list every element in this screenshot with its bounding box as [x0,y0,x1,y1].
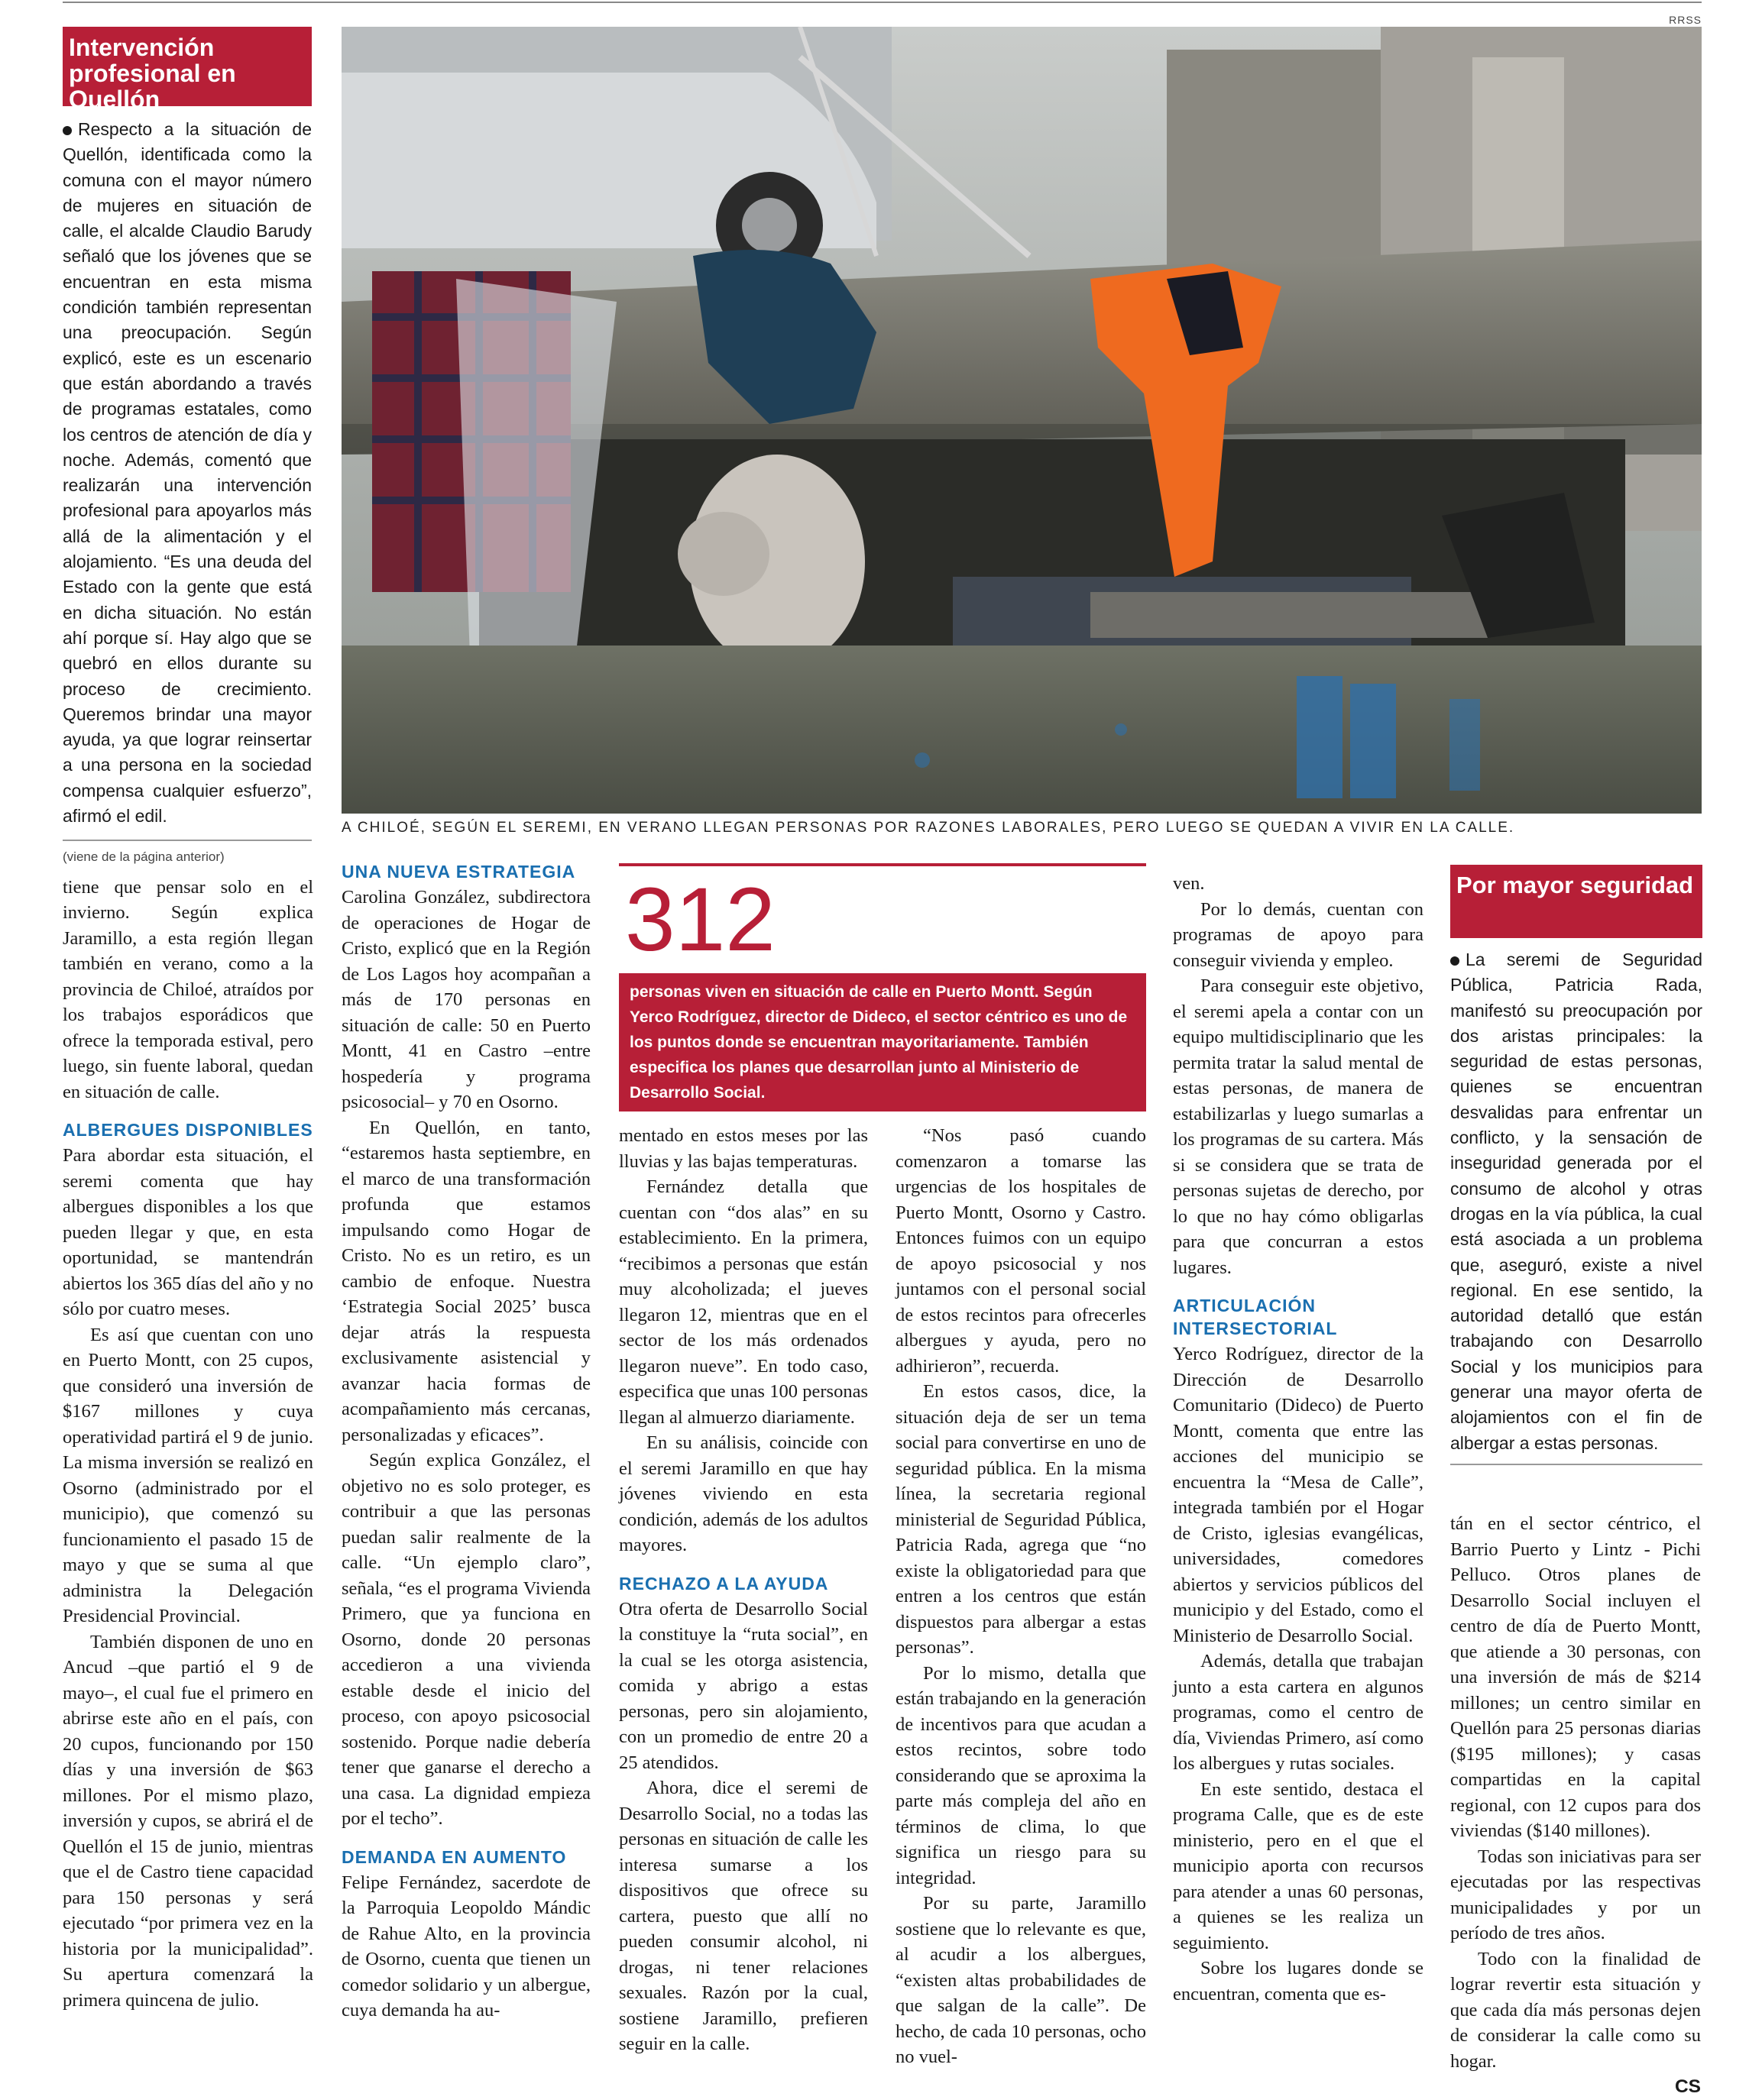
paragraph: “Nos pasó cuando comenzaron a tomarse las urgencias de los hospitales de Puerto Montt, Osorno y Castro. Entonces fuimos con un equipo de apoyo psicosocial y nos juntamos con el personal social de estos recintos para ofrecerles albergues y ayuda, pero no adhirieron”, recuerda. [896,1125,1146,1377]
subheading-rechazo: RECHAZO A LA AYUDA [619,1573,829,1594]
paragraph: mentado en estos meses por las lluvias y las bajas temperaturas. [619,1125,868,1172]
paragraph: Felipe Fernández, sacerdote de la Parroquia Leopoldo Mándic de Rahue Alto, en la provincia de Osorno, cuenta que tienen un comedor solidario y un albergue, cuya demanda ha au- [342,1872,591,2021]
article-column-6 [1450,1511,1701,2100]
sidebar-seguridad-title: Por mayor seguridad [1450,865,1702,938]
article-column-4 [896,1123,1146,2070]
paragraph: En su análisis, coincide con el seremi Jaramillo en que hay jóvenes viviendo en esta condición, además de los adultos mayores. [619,1432,868,1555]
article-column-5 [1173,871,1423,2007]
sidebar-seguridad-body [1450,947,1702,1456]
sidebar-divider [63,840,312,841]
stat-box [619,863,1146,1111]
sidebar-quellon-title: Intervención profesional en Quellón [63,27,312,106]
top-rule [63,2,1702,3]
paragraph: ven. [1173,873,1205,894]
paragraph: tán en el sector céntrico, el Barrio Puerto y Lintz - Pichi Pelluco. Otros planes de Desarrollo Social incluyen el centro de día de Puerto Montt, que atiende a 30 personas, con una inversión de más de $214 millones; un centro similar en Quellón para 25 personas diarias ($195 millones); y casas compartidas en la capital regional, con 12 cupos para dos viviendas ($140 millones). [1450,1513,1701,1841]
stat-description: personas viven en situación de calle en Puerto Montt. Según Yerco Rodríguez, director de Dideco, el sector céntrico es uno de los puntos donde se encuentran mayoritariamente. También especifica los planes que desarrollan junto al Ministerio de Desarrollo Social. [619,973,1146,1111]
bullet-icon [1450,956,1459,966]
sidebar-quellon [63,27,312,841]
paragraph: Para abordar esta situación, el seremi comenta que hay albergues disponibles a los que pueden llegar y que, en esta oportunidad, se mantendrán abiertos los 365 días del año y no sólo por cuatro meses. [63,1145,313,1319]
photo-caption: A CHILOÉ, SEGÚN EL SEREMI, EN VERANO LLEGAN PERSONAS POR RAZONES LABORALES, PERO LUEGO SE QUEDAN A VIVIR EN LA CALLE. [342,820,1515,836]
paragraph: Carolina González, subdirectora de operaciones de Hogar de Cristo, explicó que en la Región de Los Lagos hoy acompañan a más de 170 personas en situación de calle: 50 en Puerto Montt, 41 en Castro –entre hospedería y programa psicosocial– y 70 en Osorno. [342,887,591,1112]
paragraph: Por lo mismo, detalla que están trabajando en la generación de incentivos para que acudan a estos recintos, sobre todo considerando que se aproxima la parte más compleja del año en términos de clima, lo que significa un riesgo para su integridad. [896,1662,1146,1888]
paragraph: En Quellón, en tanto, “estaremos hasta septiembre, en el marco de una transformación profunda que estamos impulsando como Hogar de Cristo. No es un retiro, es un cambio de enfoque. Nuestra ‘Estrategia Social 2025’ busca dejar atrás la respuesta exclusivamente asistencial y avanzar hacia formas de acompañamiento más cercanas, personalizadas y eficaces”. [342,1117,591,1445]
subheading-albergues: ALBERGUES DISPONIBLES [63,1120,313,1140]
paragraph: Todas son iniciativas para ser ejecutadas por las respectivas municipalidades y por un período de tres años. [1450,1846,1701,1943]
stat-number: 312 [625,869,776,970]
paragraph: tiene que pensar solo en el invierno. Según explica Jaramillo, a esta región llegan también en verano, como a la provincia de Chiloé, atraídos por los trabajos esporádicos que ofrece la temporada estival, pero luego, sin fuente laboral, quedan en situación de calle. [63,876,313,1102]
paragraph: Otra oferta de Desarrollo Social la constituye la “ruta social”, en la cual se les otorga asistencia, comida y abrigo a estas personas, pero sin alojamiento, con un promedio de entre 20 a 25 atendidos. [619,1598,868,1773]
paragraph: En estos casos, dice, la situación deja de ser un tema social para convertirse en uno de seguridad pública. En la misma línea, la secretaria regional ministerial de Seguridad Pública, Patricia Rada, agrega que “no existe la obligatoriedad para que entren a los centros que están dispuestos para albergar a estas personas”. [896,1381,1146,1658]
paragraph: Por lo demás, cuentan con programas de apoyo para conseguir vivienda y empleo. [1173,898,1423,971]
article-column-2 [342,860,591,2024]
end-mark-icon: CS [1674,2076,1701,2097]
paragraph: Sobre los lugares donde se encuentran, comenta que es- [1173,1958,1423,2005]
paragraph: Todo con la finalidad de lograr revertir esta situación y que cada día más personas dejen de considerar la calle como su hogar. [1450,1948,1701,2072]
sidebar-seguridad-text: La seremi de Seguridad Pública, Patricia Rada, manifestó su preocupación por dos aristas principales: la seguridad de estas personas, quienes se encuentran desvalidas para enfrentar un conflicto, y la sensación de inseguridad generada por el consumo de alcohol y otras drogas en la vía pública, la cual está asociada a un problema que, aseguró, existe a nivel regional. En ese sentido, la autoridad detalló que están trabajando con Desarrollo Social y los municipios para generar una mayor oferta de alojamientos con el fin de albergar a estas personas. [1450,950,1702,1453]
subheading-demanda: DEMANDA EN AUMENTO [342,1846,567,1867]
photo-illustration [342,27,1702,814]
paragraph: Yerco Rodríguez, director de la Dirección de Desarrollo Comunitario (Dideco) de Puerto Montt, comenta que entre las acciones del municipio se encuentra la “Mesa de Calle”, integrada también por el Hogar de Cristo, iglesias evangélicas, universidades, comedores abiertos y servicios públicos del municipio y del Estado, como el Ministerio de Desarrollo Social. [1173,1344,1423,1646]
continued-note: (viene de la página anterior) [63,849,225,864]
paragraph: Por su parte, Jaramillo sostiene que lo relevante es que, al acudir a los albergues, “existen altas probabilidades de que salgan de la calle”. De hecho, de cada 10 personas, ocho no vuel- [896,1893,1146,2067]
paragraph: Según explica González, el objetivo no es solo proteger, es contribuir a que las personas puedan salir realmente de la calle. “Un ejemplo claro”, señala, “es el programa Vivienda Primero, que ya funciona en Osorno, donde 20 personas accedieron a una vivienda estable desde el inicio del proceso, con apoyo psicosocial sostenido. Porque nadie debería tener que ganarse el derecho a una casa. La dignidad empieza por el techo”. [342,1450,591,1829]
sidebar-seguridad [1450,865,1702,1465]
paragraph: Además, detalla que trabajan junto a esta cartera en algunos programas, como el centro de día, Viviendas Primero, así como los albergues y rutas sociales. [1173,1651,1423,1774]
subheading-estrategia: UNA NUEVA ESTRATEGIA [342,862,576,882]
paragraph: Ahora, dice el seremi de Desarrollo Social, no a todas las personas en situación de calle les interesa sumarse a los dispositivos que ofrece su cartera, puesto que allí no pueden consumir alcohol, ni drogas, ni tener relaciones sexuales. Razón por la cual, sostiene Jaramillo, prefieren seguir en la calle. [619,1778,868,2054]
subheading-articulacion: ARTICULACIÓN INTERSECTORIAL [1173,1296,1338,1338]
paragraph: Para conseguir este objetivo, el seremi apela a contar con un equipo multidisciplinario que les permita tratar la salud mental de estas personas, de manera de estabilizarlas y luego sumarlas a los programas de su cartera. Más si se considera que se trata de personas sujetas de derecho, por lo que no hay cómo obligarlas para que concurran a estos lugares. [1173,976,1423,1278]
sidebar-quellon-body [63,117,312,829]
paragraph: En este sentido, destaca el programa Calle, que es de este ministerio, pero en el que el municipio aporta con recursos para atender a unas 60 personas, a quienes se les realiza un seguimiento. [1173,1778,1423,1953]
main-photo [342,27,1702,814]
article-column-1 [63,844,313,2013]
article-column-3 [619,1123,868,2057]
sidebar-divider [1450,1464,1702,1465]
paragraph: Fernández detalla que cuentan con “dos alas” en su establecimiento. En la primera, “recibimos a personas que están muy alcoholizada; el jueves llegaron 12, mientras que en el sector de los más ordenados llegaron nueve”. En todo caso, especifica que unas 100 personas llegan al almuerzo diariamente. [619,1176,868,1428]
bullet-icon [63,126,72,135]
photo-credit: RRSS [1669,14,1702,26]
paragraph: También disponen de uno en Ancud –que partió el 9 de mayo–, el cual fue el primero en abrirse este año en el país, con 20 cupos, funcionando por 150 días y una inversión de $63 millones. Por el mismo plazo, inversión y cupos, se abrirá el de Quellón el 15 de junio, mientras que el de Castro tiene capacidad para 150 personas y será ejecutado “por primera vez en la historia por la municipalidad”. Su apertura comenzará la primera quincena de julio. [63,1631,313,2011]
sidebar-quellon-text: Respecto a la situación de Quellón, identificada como la comuna con el mayor número de mujeres en situación de calle, el alcalde Claudio Barudy señaló que los jóvenes que se encuentran en esta misma condición también representan una preocupación. Según explicó, este es un escenario que están abordando a través de programas estatales, como los centros de atención de día y noche. Además, comentó que realizarán una intervención profesional para apoyarlos más allá de la alimentación y el alojamiento. “Es una deuda del Estado con la gente que está en dicha situación. No están ahí porque sí. Hay algo que se quebró en ellos durante su proceso de crecimiento. Queremos brindar una mayor ayuda, ya que lograr reinsertar a una persona en la sociedad compensa cualquier esfuerzo”, afirmó el edil. [63,119,312,827]
paragraph: Es así que cuentan con uno en Puerto Montt, con 25 cupos, que consideró una inversión de $167 millones y cuya operatividad partirá el 9 de junio. La misma inversión se realizó en Osorno (administrado por el municipio), que comenzó su funcionamiento el pasado 15 de mayo y que se suma al que administra la Delegación Presidencial Provincial. [63,1324,313,1626]
